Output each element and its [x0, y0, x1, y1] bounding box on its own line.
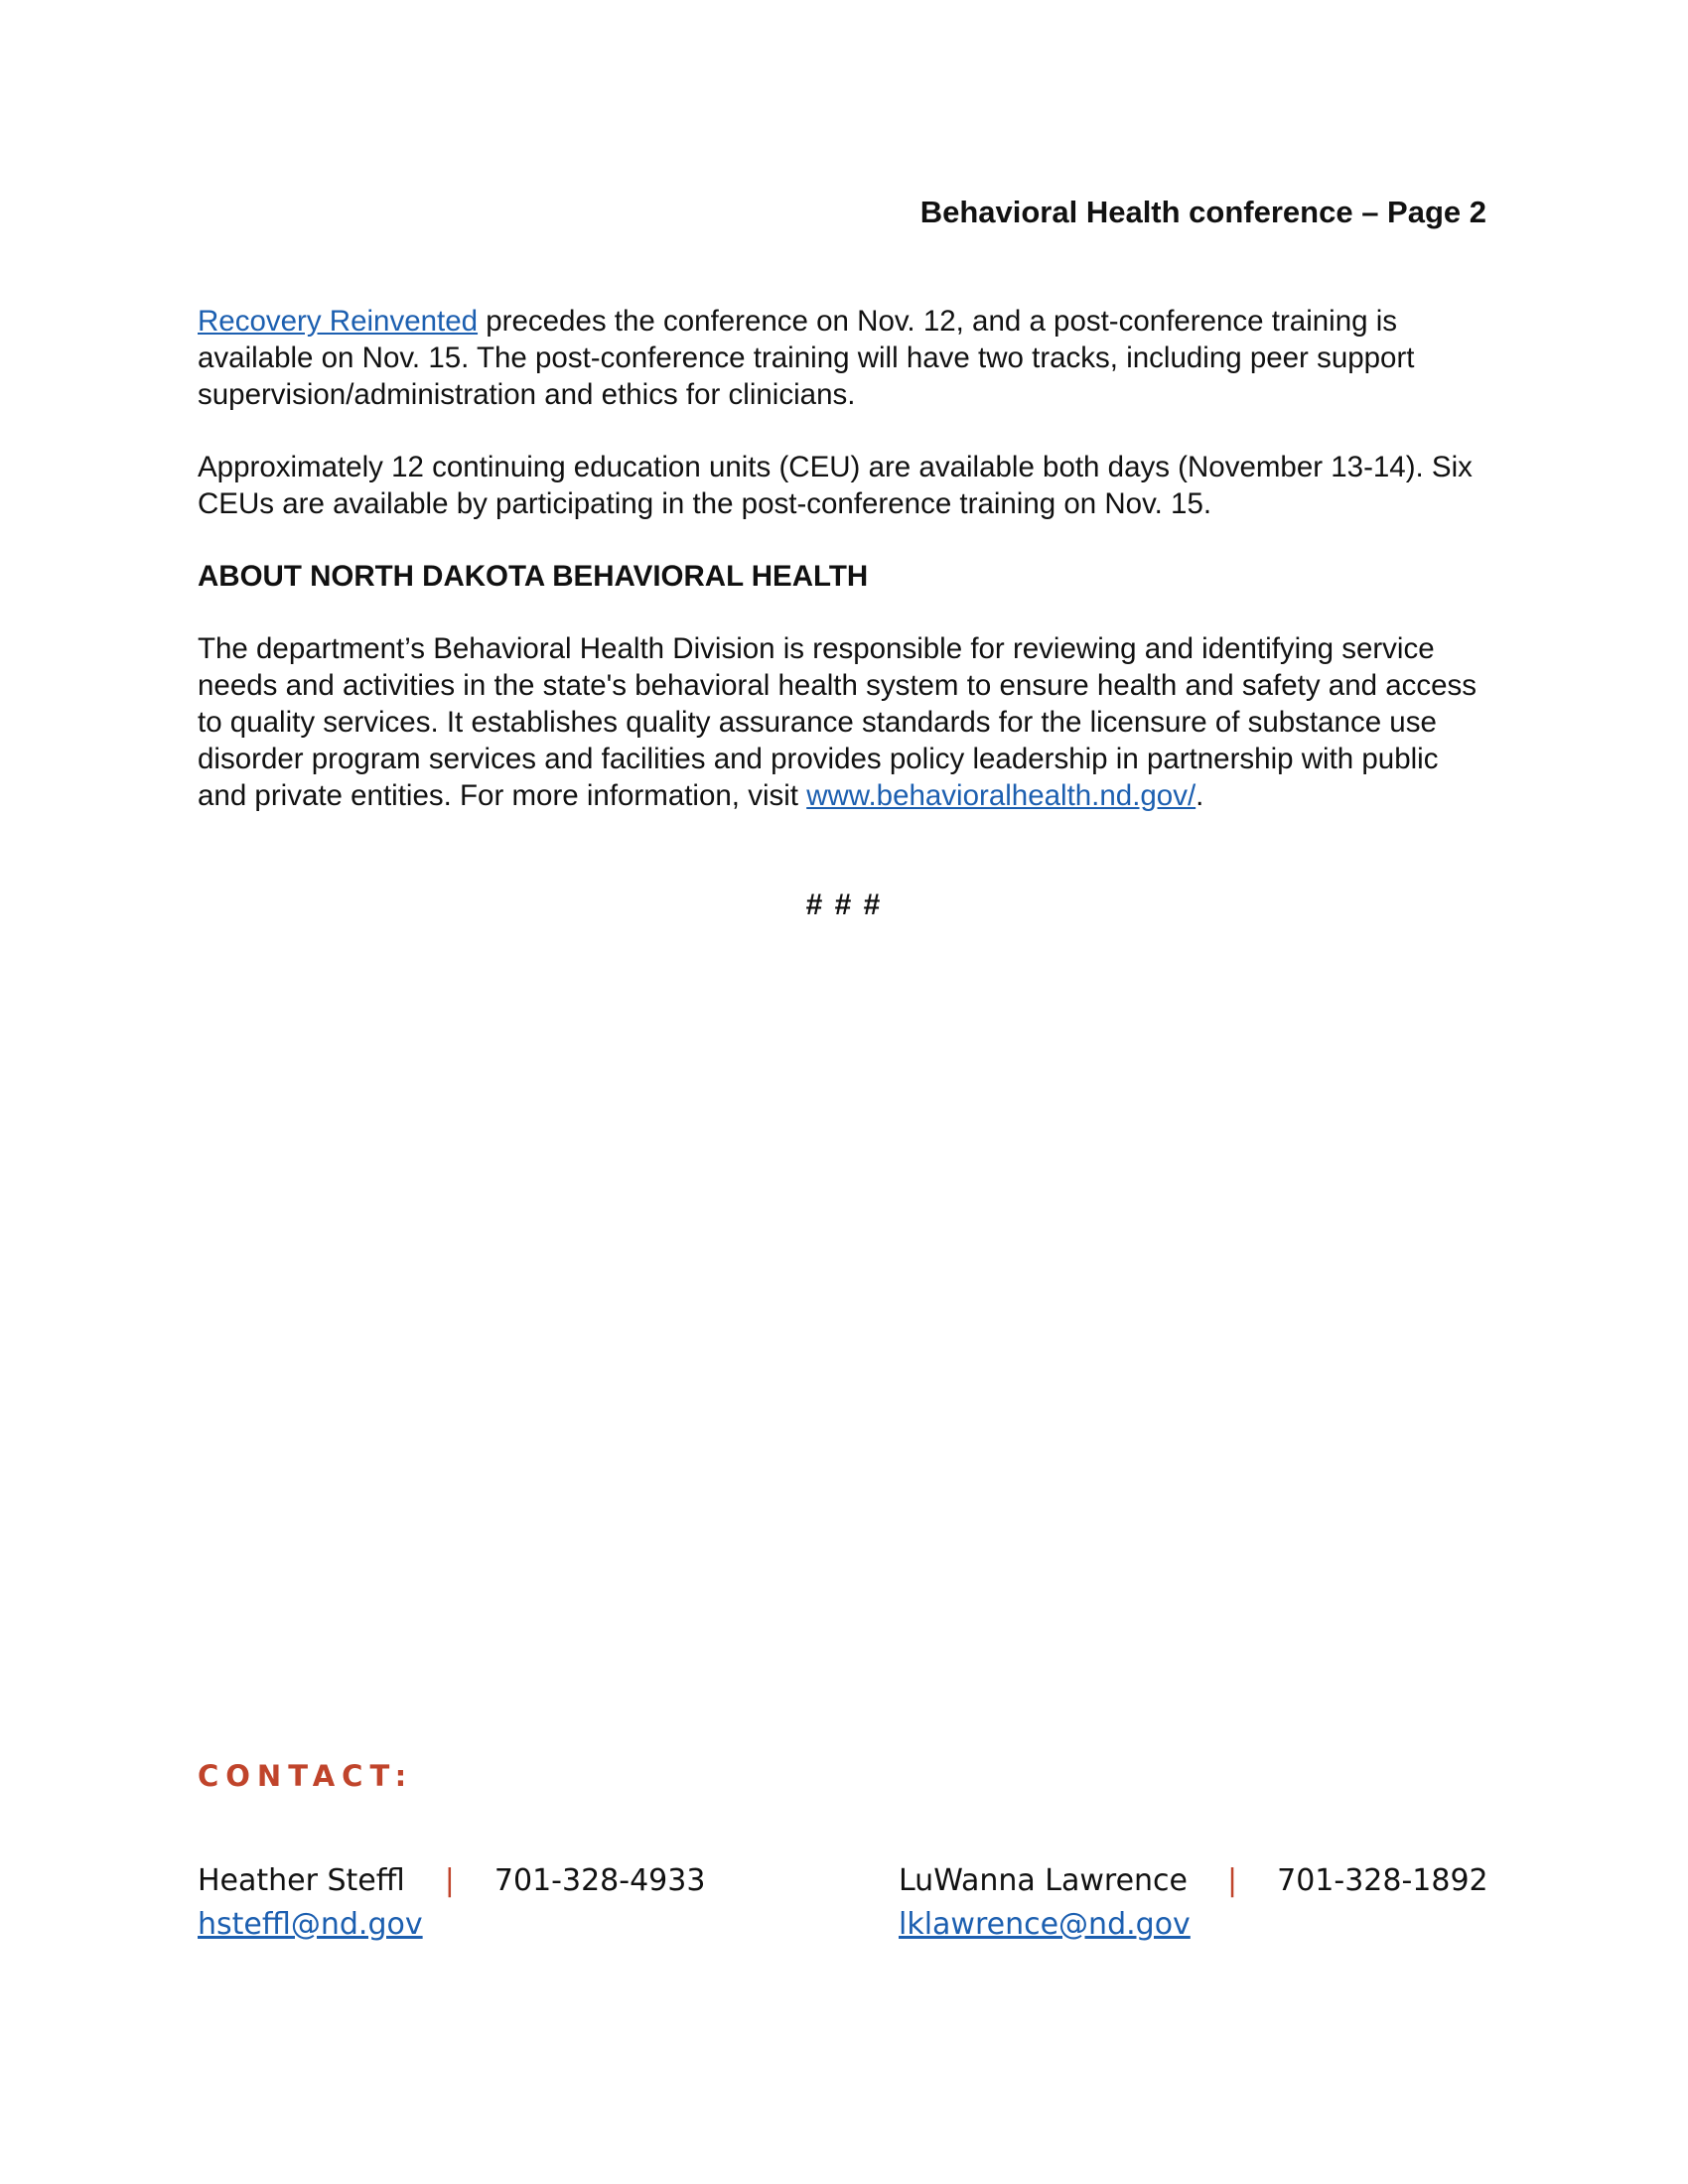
contact-name: LuWanna Lawrence [899, 1863, 1189, 1898]
end-mark: # # # [805, 888, 883, 921]
contact-separator: | [444, 1863, 455, 1898]
contact-label: CONTACT: [198, 1759, 414, 1793]
contact-email-link[interactable]: hsteffl@nd.gov [198, 1907, 423, 1942]
behavioral-health-website-link[interactable]: www.behavioralhealth.nd.gov/ [806, 779, 1196, 812]
contact-phone: 701-328-4933 [493, 1863, 706, 1898]
contact-phone: 701-328-1892 [1277, 1863, 1488, 1898]
page-header: Behavioral Health conference – Page 2 [919, 195, 1486, 229]
paragraph-recovery [198, 303, 1488, 413]
paragraph-about-end: . [1196, 779, 1204, 812]
paragraph-recovery-text: precedes the conference on Nov. 12, and a post-conference training is available on Nov. 15. The post-conference training will have two tracks, including peer support supervision/administration and ethics for clinicians. [198, 305, 1415, 411]
paragraph-about-text: The department’s Behavioral Health Division is responsible for reviewing and identifying service needs and activities in the state's behavioral health system to ensure health and safety and access to quality services. It establishes quality assurance standards for the licensure of substance use disorder program services and facilities and provides policy leadership in partnership with public and private entities. For more information, visit [198, 632, 1477, 812]
contact-email-link[interactable]: lklawrence@nd.gov [899, 1907, 1191, 1942]
paragraph-about [198, 630, 1488, 814]
contact-heather-steffl [198, 1859, 705, 1947]
document-body [198, 303, 1488, 850]
contact-name: Heather Steffl [198, 1863, 405, 1898]
contact-luwanna-lawrence [899, 1859, 1488, 1947]
contact-row [899, 1859, 1488, 1903]
paragraph-ceu: Approximately 12 continuing education units (CEU) are available both days (November 13-14). Six CEUs are available by participating in the post-conference training on Nov. 15. [198, 451, 1473, 520]
recovery-reinvented-link[interactable]: Recovery Reinvented [198, 305, 479, 338]
section-heading: ABOUT NORTH DAKOTA BEHAVIORAL HEALTH [198, 560, 869, 593]
contact-row [198, 1859, 705, 1903]
contact-separator: | [1227, 1863, 1238, 1898]
